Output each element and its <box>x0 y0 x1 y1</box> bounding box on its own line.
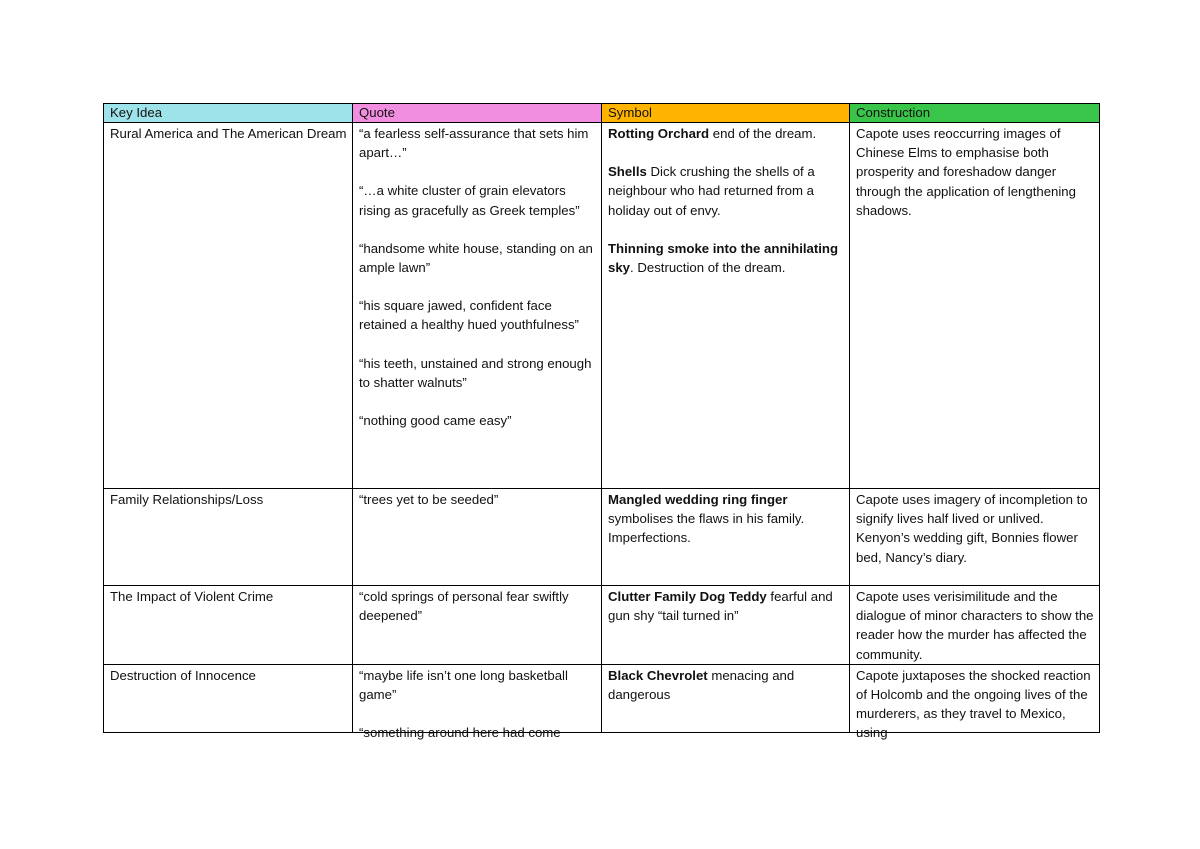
key-idea-text: The Impact of Violent Crime <box>110 589 274 604</box>
symbol-description: menacing and dangerous <box>608 667 795 703</box>
construction-text: Capote uses verisimilitude and the dialogue of minor characters to show the reader how the murder has affected the community. <box>856 589 1094 662</box>
key-idea-text: Destruction of Innocence <box>110 667 256 683</box>
table-row <box>104 123 1100 489</box>
construction-cell <box>850 664 1100 741</box>
key-idea-text: Rural America and The American Dream <box>110 126 347 141</box>
quote-text: “maybe life isn’t one long basketball game” <box>359 667 568 703</box>
quote-text: “his square jawed, confident face retained a healthy hued youthfulness” <box>359 298 579 333</box>
key-idea-cell <box>104 489 353 586</box>
symbol-entry <box>608 162 844 220</box>
cell-clip <box>856 666 1094 741</box>
construction-text: Capote uses reoccurring images of Chinese Elms to emphasise both prosperity and foreshadow danger through the application of lengthening shadows. <box>856 126 1076 218</box>
table-row <box>104 489 1100 586</box>
key-idea-cell <box>104 123 353 489</box>
quote-text: “a fearless self-assurance that sets him apart…” <box>359 126 589 161</box>
symbol-name: Mangled wedding ring finger <box>608 492 788 507</box>
symbol-description: end of the dream. <box>709 126 817 141</box>
key-idea-text: Family Relationships/Loss <box>110 492 264 507</box>
symbol-description: . Destruction of the dream. <box>630 260 786 276</box>
header-key-idea: Key Idea <box>104 104 353 123</box>
header-symbol: Symbol <box>602 104 850 123</box>
symbol-name: Thinning smoke into the annihilating sky <box>608 240 839 276</box>
quote-cell <box>353 664 602 741</box>
symbol-cell <box>602 664 850 732</box>
cell-clip <box>359 666 596 741</box>
header-quote: Quote <box>353 104 602 123</box>
symbol-cell <box>602 489 850 586</box>
quote-cell <box>353 489 602 586</box>
symbol-name: Shells <box>608 164 647 180</box>
symbol-name: Rotting Orchard <box>608 126 710 141</box>
symbol-entry <box>608 124 844 143</box>
quote-text: “nothing good came easy” <box>359 413 512 429</box>
construction-cell <box>850 123 1100 489</box>
header-row <box>104 104 1100 123</box>
construction-cell <box>850 489 1100 586</box>
quote-text: “something around here had come <box>359 725 561 741</box>
key-idea-cell <box>104 586 353 665</box>
symbol-entry <box>608 587 844 625</box>
construction-text: Capote juxtaposes the shocked reaction of Holcomb and the ongoing lives of the murderers, as they travel to Mexico, using <box>856 667 1091 741</box>
cell-clip <box>608 666 844 732</box>
symbol-entry <box>608 490 844 548</box>
symbol-cell <box>602 123 850 489</box>
cell-clip <box>110 666 347 732</box>
quote-cell <box>353 123 602 489</box>
quote-text: “his teeth, unstained and strong enough to shatter walnuts” <box>359 355 592 390</box>
table-row <box>104 664 1100 732</box>
construction-cell <box>850 586 1100 665</box>
quote-text: “handsome white house, standing on an ample lawn” <box>359 240 593 276</box>
symbol-entry <box>608 666 844 704</box>
study-table <box>103 103 1100 741</box>
quote-text: “…a white cluster of grain elevators rising as gracefully as Greek temples” <box>359 183 580 218</box>
key-idea-cell <box>104 664 353 732</box>
symbol-description: symbolises the flaws in his family. Imperfections. <box>608 511 805 546</box>
quote-cell <box>353 586 602 665</box>
quote-text: “cold springs of personal fear swiftly deepened” <box>359 589 569 624</box>
construction-text: Capote uses imagery of incompletion to signify lives half lived or unlived. Kenyon’s wedding gift, Bonnies flower bed, Nancy’s diary. <box>856 492 1088 565</box>
quote-text: “trees yet to be seeded” <box>359 492 499 507</box>
header-construction: Construction <box>850 104 1100 123</box>
table-row <box>104 586 1100 665</box>
symbol-cell <box>602 586 850 665</box>
symbol-name: Clutter Family Dog Teddy <box>608 589 767 604</box>
symbol-entry <box>608 239 844 277</box>
symbol-description: fearful and gun shy “tail turned in” <box>608 589 833 624</box>
symbol-description: Dick crushing the shells of a neighbour who had returned from a holiday out of envy. <box>608 164 815 218</box>
symbol-name: Black Chevrolet <box>608 667 708 683</box>
